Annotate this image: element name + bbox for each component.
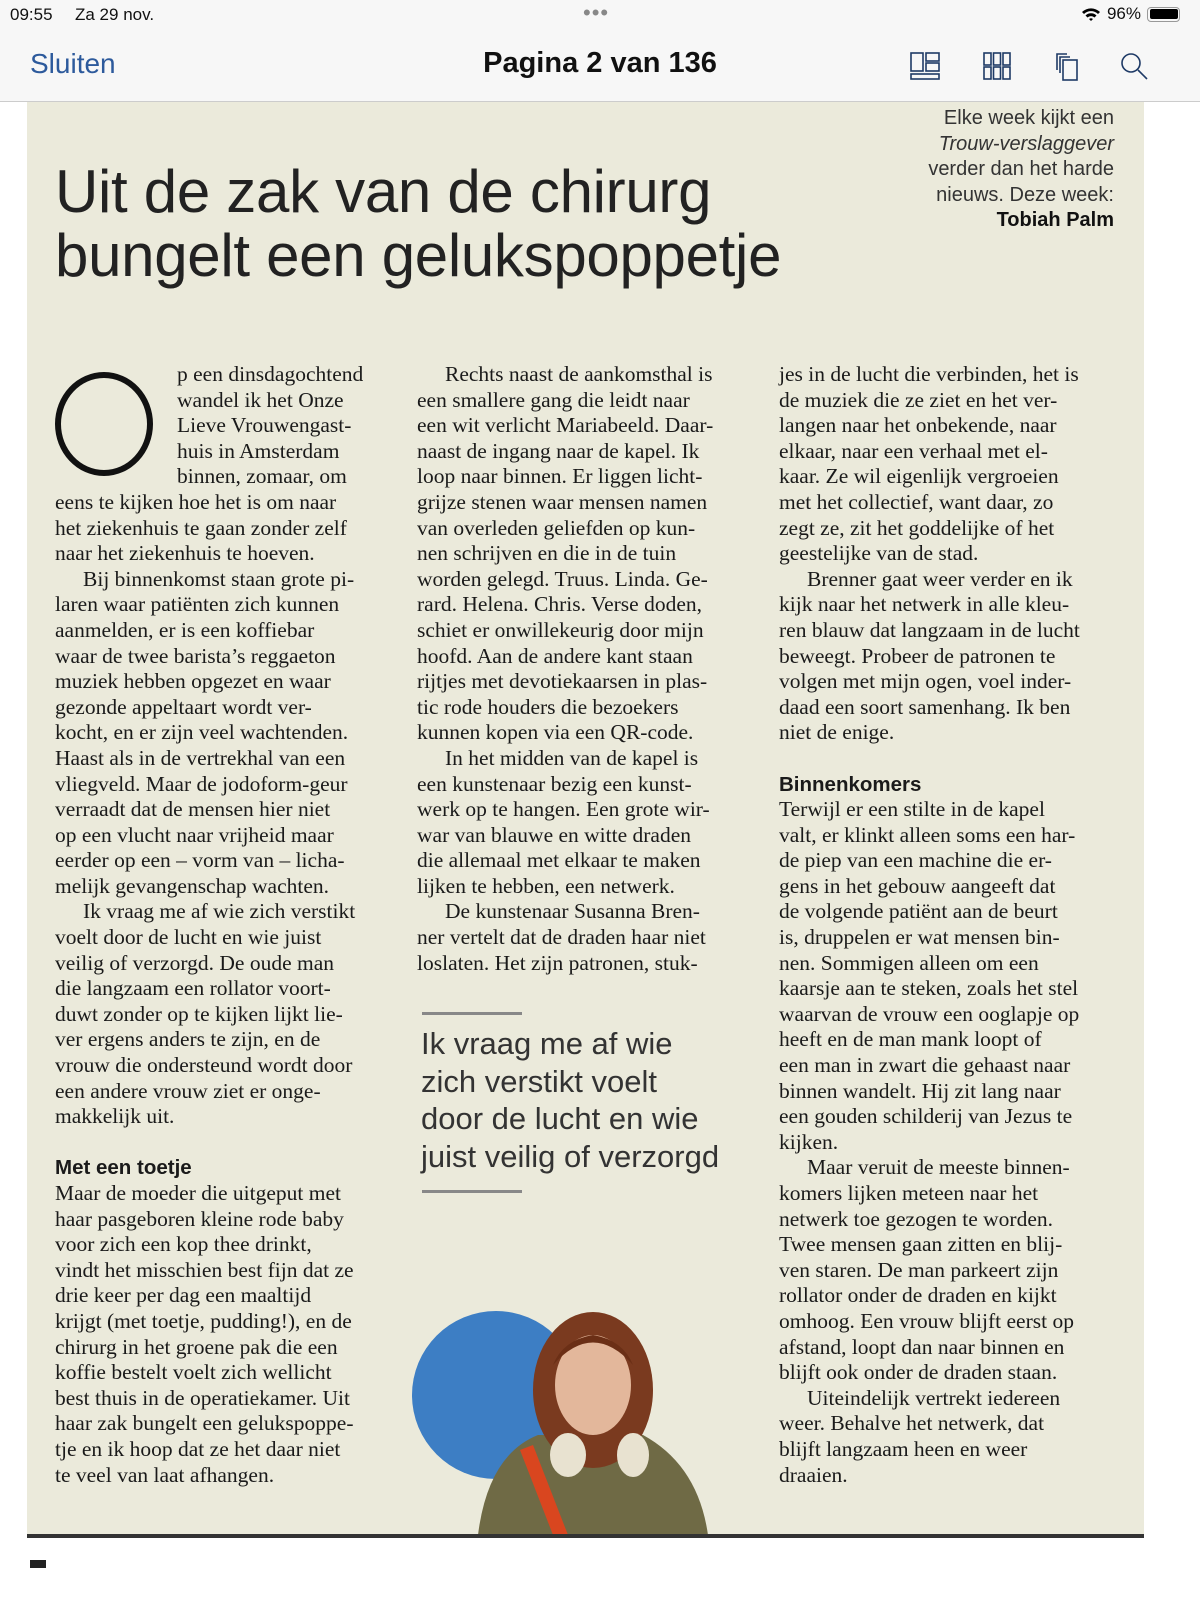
- text-line: omhoog. Een vrouw blijft eerst op: [779, 1308, 1074, 1333]
- text-line: wandel ik het Onze: [177, 387, 344, 412]
- text-line: drie keer per dag een maaltijd: [55, 1283, 312, 1308]
- text-line: komers lijken meteen naar het: [779, 1181, 1039, 1205]
- text-line: makkelijk uit.: [55, 1104, 175, 1129]
- text-line: werk op te hangen. Een grote wir-: [417, 797, 710, 822]
- text-line: volgen met mijn ogen, voel inder-: [779, 669, 1072, 694]
- text-line: jes in de lucht die verbinden, het is: [779, 362, 1079, 386]
- battery-icon: [1147, 7, 1180, 22]
- text-line: binnen, zomaar, om: [177, 464, 347, 489]
- text-line: war van blauwe en witte draden: [417, 822, 692, 847]
- text-line: voelt door de lucht en wie juist: [55, 925, 322, 950]
- text-line: gens in het gebouw aangeeft dat: [779, 873, 1056, 898]
- text-line: aanmelden, er is een koffiebar: [55, 617, 315, 642]
- byline-line: verder dan het harde: [928, 158, 1114, 181]
- text-line: naast de ingang naar de kapel. Ik: [417, 438, 700, 463]
- text-line: gezonde appeltaart wordt ver-: [55, 694, 312, 719]
- status-bar: [0, 0, 1200, 28]
- text-line: beweegt. Probeer de patronen te: [779, 643, 1056, 668]
- text-line: een gouden schilderij van Jezus te: [779, 1104, 1073, 1129]
- text-line: melijk gevangenschap wachten.: [55, 873, 330, 898]
- text-line: Terwijl er een stilte in de kapel: [779, 797, 1045, 822]
- text-line: de muziek die ze ziet en het ver-: [779, 387, 1058, 412]
- text-line: geestelijke van de stad.: [779, 541, 979, 566]
- pullquote-line: door de lucht en wie: [421, 1101, 699, 1136]
- multitask-dots-icon[interactable]: •••: [583, 0, 610, 25]
- text-line: naar het ziekenhuis te hoeven.: [55, 541, 315, 566]
- text-line: [779, 746, 1115, 772]
- text-line: die allemaal met elkaar te maken: [417, 848, 701, 873]
- page-bottom-rule: [27, 1534, 1144, 1538]
- text-line: Uiteindelijk vertrekt iedereen: [807, 1385, 1061, 1410]
- text-line: de volgende patiënt aan de beurt: [779, 899, 1058, 924]
- text-line: loop naar binnen. Er liggen licht-: [417, 464, 703, 489]
- pullquote-line: Ik vraag me af wie: [421, 1026, 673, 1061]
- text-line: die langzaam een rollator voort-: [55, 976, 331, 1001]
- text-line: hoofd. Aan de andere kant staan: [417, 643, 693, 668]
- text-line: blijft langzaam heen en weer: [779, 1436, 1028, 1461]
- text-line: waar de twee barista’s reggaeton: [55, 643, 336, 668]
- text-line: Maar veruit de meeste binnen-: [807, 1155, 1070, 1180]
- text-line: waarvan de vrouw een ooglapje op: [779, 1001, 1080, 1026]
- article-column-2: [417, 362, 747, 976]
- text-line: vrouw die ondersteund wordt door: [55, 1053, 353, 1078]
- text-line: heeft en de man mank loopt of: [779, 1027, 1042, 1052]
- page-layout-icon[interactable]: [909, 50, 941, 82]
- byline-line: nieuws. Deze week:: [936, 183, 1114, 206]
- text-line: haar pasgeboren kleine rode baby: [55, 1206, 344, 1231]
- text-line: laren waar patiënten zich kunnen: [55, 592, 340, 617]
- pullquote-line: zich verstikt voelt: [421, 1063, 658, 1099]
- text-line: De kunstenaar Susanna Bren-: [445, 899, 700, 924]
- text-line: haar zak bungelt een gelukspoppe-: [55, 1411, 354, 1436]
- text-line: daad een soort samenhang. Ik ben: [779, 694, 1071, 719]
- grid-view-icon[interactable]: [981, 50, 1013, 82]
- text-line: tic rode houders die bezoekers: [417, 694, 679, 719]
- byline-author: Tobiah Palm: [996, 209, 1114, 232]
- article-headline: [55, 160, 781, 288]
- text-line: valt, er klinkt alleen soms een har-: [779, 822, 1076, 847]
- text-line: kijk naar het netwerk in alle kleu-: [779, 592, 1070, 617]
- byline: [928, 106, 1114, 234]
- text-line: kaarsje aan te steken, zoals het stel: [779, 976, 1079, 1001]
- text-line: een kunstenaar bezig een kunst-: [417, 771, 692, 796]
- text-line: veilig of verzorgd. De oude man: [55, 950, 335, 975]
- text-line: kijken.: [779, 1129, 839, 1154]
- text-line: best thuis in de operatiekamer. Uit: [55, 1385, 350, 1410]
- text-line: Maar de moeder die uitgeput met: [55, 1181, 341, 1205]
- pull-quote: [421, 1025, 719, 1175]
- text-line: kocht, en er zijn veel wachtenden.: [55, 720, 349, 745]
- text-line: het ziekenhuis te gaan zonder zelf: [55, 515, 347, 540]
- text-line: netwerk toe gezogen te worden.: [779, 1206, 1054, 1231]
- text-line: is, druppelen er wat mensen bin-: [779, 925, 1060, 950]
- text-line: nen. Sommigen alleen om een: [779, 950, 1039, 975]
- text-line: krijgt (met toetje, pudding!), en de: [55, 1308, 352, 1333]
- subheading: Met een toetje: [55, 1156, 192, 1180]
- headline-line: bungelt een gelukspoppetje: [55, 222, 782, 289]
- text-line: rijtjes met devotiekaarsen in plas-: [417, 669, 708, 694]
- text-line: van overleden geliefden op kun-: [417, 515, 696, 540]
- text-line: In het midden van de kapel is: [445, 745, 699, 770]
- text-line: tje en ik hoop dat ze het daar niet: [55, 1436, 341, 1461]
- next-page-fragment: [30, 1560, 46, 1568]
- article-column-3: [779, 362, 1115, 1488]
- text-line: ver ergens anders te zijn, en de: [55, 1027, 321, 1052]
- text-line: op een vlucht naar vrijheid maar: [55, 822, 334, 847]
- text-line: [55, 1130, 390, 1156]
- text-line: grijze stenen waar mensen namen: [417, 489, 708, 514]
- text-line: koffie bestelt voelt zich wellicht: [55, 1360, 332, 1385]
- text-line: verraadt dat de mensen hier niet: [55, 797, 331, 822]
- status-date: Za 29 nov.: [75, 5, 155, 24]
- text-line: de piep van een machine die er-: [779, 848, 1052, 873]
- text-line: blijft ook onder de draden staan.: [779, 1360, 1058, 1385]
- text-line: rard. Helena. Chris. Verse doden,: [417, 592, 702, 617]
- text-line: chirurg in het groene pak die een: [55, 1334, 338, 1359]
- page-title: Pagina 2 van 136: [483, 47, 717, 79]
- pullquote-rule-bottom: [422, 1190, 522, 1193]
- text-line: Rechts naast de aankomsthal is: [445, 362, 713, 386]
- text-line: eerder op een – vorm van – licha-: [55, 848, 345, 873]
- text-line: lijken te hebben, een netwerk.: [417, 873, 675, 898]
- article-column-1: [55, 362, 390, 1488]
- text-line: Twee mensen gaan zitten en blij-: [779, 1232, 1063, 1257]
- text-line: nen schrijven en die in de tuin: [417, 541, 677, 566]
- pullquote-line: juist veilig of verzorgd: [421, 1138, 720, 1174]
- text-line: zegt ze, zit het goddelijke of het: [779, 515, 1055, 540]
- text-line: niet de enige.: [779, 720, 895, 745]
- text-line: met het collectief, want daar, zo: [779, 489, 1054, 514]
- text-line: weer. Behalve het netwerk, dat: [779, 1411, 1045, 1436]
- text-line: vindt het misschien best fijn dat ze: [55, 1257, 354, 1282]
- text-line: p een dinsdagochtend: [177, 362, 364, 386]
- byline-line: Elke week kijkt een: [943, 107, 1114, 129]
- text-line: een wit verlicht Mariabeeld. Daar-: [417, 413, 714, 438]
- pages-icon[interactable]: [1051, 50, 1083, 82]
- pullquote-rule-top: [422, 1012, 522, 1015]
- text-line: binnen wandelt. Hij zit lang naar: [779, 1078, 1061, 1103]
- headline-line: Uit de zak van de chirurg: [55, 158, 712, 225]
- text-line: ner vertelt dat de draden haar niet: [417, 925, 706, 950]
- text-line: Bij binnenkomst staan grote pi-: [83, 566, 355, 591]
- text-line: worden gelegd. Truus. Linda. Ge-: [417, 566, 708, 591]
- text-line: muziek hebben opgezet en waar: [55, 669, 331, 694]
- subheading: Binnenkomers: [779, 772, 922, 796]
- text-line: vliegveld. Maar de jodoform-geur: [55, 771, 348, 796]
- text-line: een man in zwart die gehaast naar: [779, 1053, 1071, 1078]
- close-button[interactable]: Sluiten: [30, 48, 116, 79]
- text-line: afstand, loopt dan naar binnen en: [779, 1334, 1065, 1359]
- text-line: Brenner gaat weer verder en ik: [807, 566, 1073, 591]
- text-line: eens te kijken hoe het is om naar: [55, 489, 337, 514]
- byline-line-text: Trouw-verslaggever: [938, 132, 1114, 155]
- text-line: draaien.: [779, 1462, 848, 1487]
- battery-percent: 96%: [1106, 4, 1141, 23]
- text-line: Ik vraag me af wie zich verstikt: [83, 899, 356, 924]
- text-line: kaar. Ze wil eigenlijk vergroeien: [779, 464, 1059, 489]
- author-photo: [408, 1305, 728, 1535]
- text-line: rollator onder de draden en kijkt: [779, 1283, 1057, 1308]
- text-line: een smallere gang die leidt naar: [417, 387, 690, 412]
- text-line: Haast als in de vertrekhal van een: [55, 745, 346, 770]
- text-line: kunnen kopen via een QR-code.: [417, 720, 694, 745]
- text-line: ven staren. De man parkeert zijn: [779, 1257, 1059, 1282]
- wifi-icon: [1081, 6, 1101, 22]
- text-line: ren blauw dat langzaam in de lucht: [779, 617, 1080, 642]
- text-line: huis in Amsterdam: [177, 438, 340, 463]
- text-line: elkaar, naar een verhaal met el-: [779, 438, 1048, 463]
- status-time: 09:55: [10, 5, 53, 24]
- byline-line: [928, 132, 1114, 158]
- text-line: duwt zonder op te kijken lijkt lie-: [55, 1001, 343, 1026]
- search-icon[interactable]: [1118, 50, 1150, 82]
- text-line: een andere vrouw ziet er onge-: [55, 1078, 321, 1103]
- text-line: Lieve Vrouwengast-: [177, 413, 352, 438]
- text-line: te veel van laat afhangen.: [55, 1462, 275, 1487]
- text-line: schiet er onwillekeurig door mijn: [417, 617, 704, 642]
- text-line: loslaten. Het zijn patronen, stuk-: [417, 950, 698, 975]
- reader-toolbar: [0, 28, 1200, 102]
- text-line: voor zich een kop thee drinkt,: [55, 1232, 312, 1257]
- text-line: langen naar het onbekende, naar: [779, 413, 1057, 438]
